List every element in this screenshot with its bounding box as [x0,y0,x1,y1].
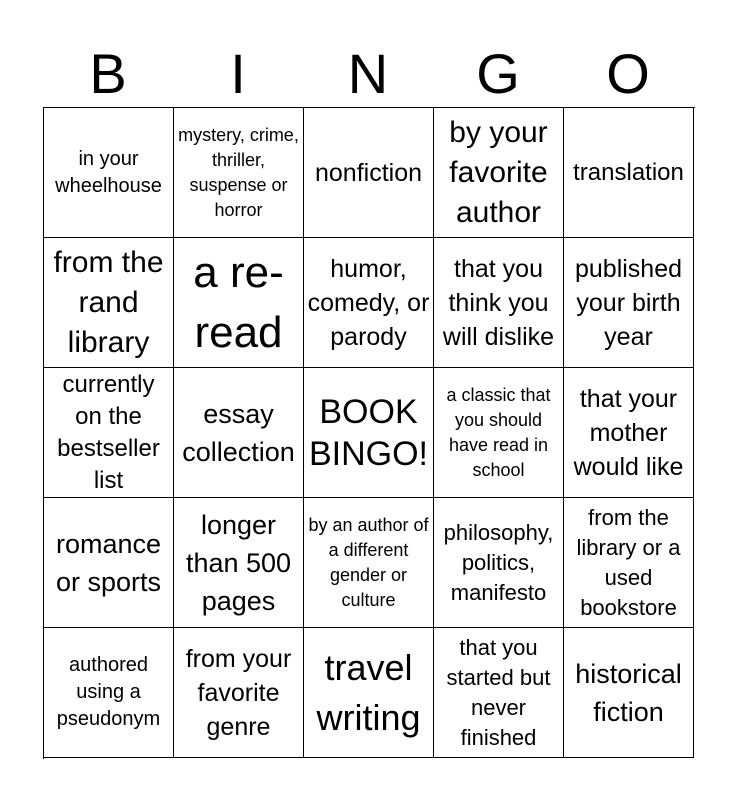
cell-label: by an author of a different gender or culture [308,514,429,610]
header-letter-b: B [89,42,127,105]
cell-label: philosophy, politics, manifesto [443,519,554,605]
bingo-cell-r5-c2[interactable] [174,628,304,758]
bingo-cell-r4-c4[interactable] [434,498,564,628]
cell-label: mystery, crime, thriller, suspense or horror [178,124,299,220]
bingo-cell-r2-c2[interactable] [174,238,304,368]
cell-label: authored using a pseudonym [56,654,161,730]
header-letter-g: G [476,42,520,105]
bingo-header [43,40,693,108]
bingo-cell-r3-c2[interactable] [174,368,304,498]
bingo-cell-r2-c3[interactable] [304,238,434,368]
cell-label: a classic that you should have read in school [446,384,551,480]
cell-label: humor, comedy, or parody [307,254,430,351]
cell-label: romance or sports [55,528,162,597]
cell-label: by your favorite author [449,115,548,229]
bingo-cell-r2-c5[interactable] [564,238,694,368]
bingo-cell-r1-c2[interactable] [174,108,304,238]
bingo-cell-r4-c5[interactable] [564,498,694,628]
cell-label: a re-read [193,247,284,357]
cell-label: nonfiction [314,158,423,187]
cell-label: translation [573,158,684,186]
bingo-cell-r3-c1[interactable] [44,368,174,498]
bingo-cell-r3-c4[interactable] [434,368,564,498]
bingo-cell-r5-c5[interactable] [564,628,694,758]
bingo-cell-r1-c1[interactable] [44,108,174,238]
cell-label: from the rand library [53,245,164,359]
bingo-cell-r1-c3[interactable] [304,108,434,238]
cell-label: that your mother would like [573,384,684,481]
bingo-cell-r5-c1[interactable] [44,628,174,758]
cell-label: from the library or a used bookstore [576,504,681,620]
cell-label: in your wheelhouse [55,147,162,197]
bingo-cell-r2-c1[interactable] [44,238,174,368]
bingo-cell-r5-c4[interactable] [434,628,564,758]
cell-label: longer than 500 pages [185,509,292,616]
cell-label: essay collection [182,398,295,467]
bingo-cell-r4-c2[interactable] [174,498,304,628]
header-letter-i: I [230,42,246,105]
bingo-cell-r3-c5[interactable] [564,368,694,498]
cell-label: that you think you will dislike [442,254,555,351]
bingo-cell-r4-c1[interactable] [44,498,174,628]
free-space-label: BOOK BINGO! [308,392,429,473]
header-letter-o: O [606,42,650,105]
cell-label: currently on the bestseller list [57,370,160,494]
cell-label: travel writing [316,646,421,738]
bingo-cell-r4-c3[interactable] [304,498,434,628]
cell-label: that you started but never finished [446,634,551,750]
bingo-cell-r1-c5[interactable] [564,108,694,238]
cell-label: historical fiction [575,658,682,727]
bingo-cell-r5-c3[interactable] [304,628,434,758]
bingo-cell-r2-c4[interactable] [434,238,564,368]
bingo-cell-r3-c3[interactable] [304,368,434,498]
cell-label: published your birth year [574,254,683,351]
cell-label: from your favorite genre [185,644,292,741]
bingo-cell-r1-c4[interactable] [434,108,564,238]
bingo-grid [43,107,695,759]
header-letter-n: N [347,42,389,105]
